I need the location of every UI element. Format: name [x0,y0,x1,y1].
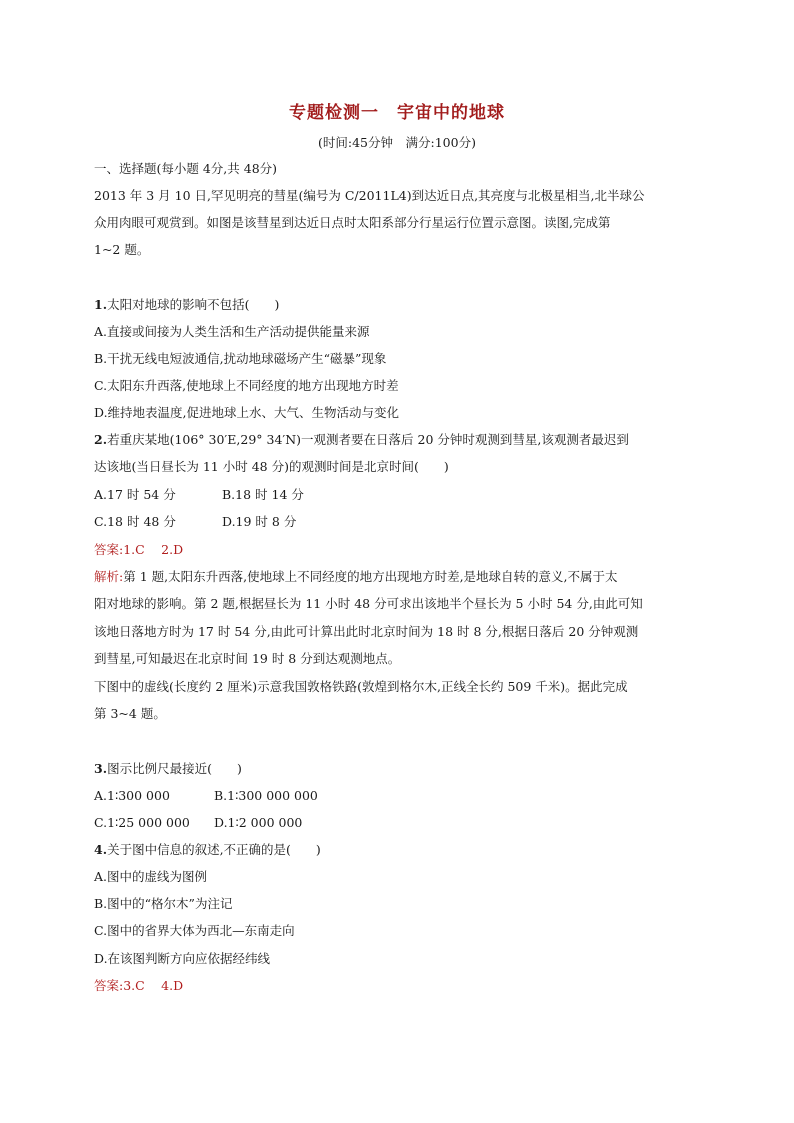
question-1-number: 1. [94,297,108,312]
q2-option-b: B.18 时 14 分 [222,487,304,502]
analysis-line-4: 到彗星,可知最迟在北京时间 19 时 8 分到达观测地点。 [94,651,401,666]
question-1-text: 太阳对地球的影响不包括( ) [107,297,280,312]
question-4 [94,841,321,859]
intro1-line-3: 1~2 题。 [94,242,150,257]
intro1-line-1: 2013 年 3 月 10 日,罕见明亮的彗星(编号为 C/2011L4)到达近日点,其亮度与北极星相当,北半球公 [94,188,645,203]
q4-option-b: B.图中的“格尔木”为注记 [94,896,233,911]
exam-info: (时间:45分钟 满分:100分) [318,135,476,150]
intro2-line-2: 第 3~4 题。 [94,706,166,721]
analysis-line-3: 该地日落地方时为 17 时 54 分,由此可计算出此时北京时间为 18 时 8 分,根据日落后 20 分钟观测 [94,624,639,639]
intro1-line-2: 众用肉眼可观赏到。如图是该彗星到达近日点时太阳系部分行星运行位置示意图。读图,完成第 [94,215,611,230]
question-1 [94,296,279,314]
q2-options-row-2 [94,513,296,531]
q1-option-a: A.直接或间接为人类生活和生产活动提供能量来源 [94,324,370,339]
page-title: 专题检测一 宇宙中的地球 [289,103,505,123]
q3-options-row-1 [94,787,318,805]
analysis-line-2: 阳对地球的影响。第 2 题,根据昼长为 11 小时 48 分可求出该地半个昼长为 5 小时 54 分,由此可知 [94,596,643,611]
q1-option-b: B.干扰无线电短波通信,扰动地球磁场产生“磁暴”现象 [94,351,387,366]
q4-option-a: A.图中的虚线为图例 [94,869,208,884]
question-3 [94,760,242,778]
answer-label: 答案: [94,978,124,993]
intro2-line-1: 下图中的虚线(长度约 2 厘米)示意我国敦格铁路(敦煌到格尔木,正线全长约 509 千米)。据此完成 [94,679,628,694]
q4-option-d: D.在该图判断方向应依据经纬线 [94,951,271,966]
question-4-number: 4. [94,842,108,857]
q4-option-c: C.图中的省界大体为西北—东南走向 [94,923,295,938]
q2-options-row-1 [94,486,304,504]
answer-text: 3.C 4.D [123,978,184,993]
q3-options-row-2 [94,814,302,832]
q3-option-c: C.1∶25 000 000 [94,815,190,830]
answer-label: 答案: [94,542,124,557]
answer-text: 1.C 2.D [123,542,184,557]
question-2-number: 2. [94,432,108,447]
q2-option-a: A.17 时 54 分 [94,487,176,502]
question-2-text-line-1: 若重庆某地(106° 30′E,29° 34′N)一观测者要在日落后 20 分钟时观测到彗星,该观测者最迟到 [107,432,629,447]
q1-option-c: C.太阳东升西落,使地球上不同经度的地方出现地方时差 [94,378,399,393]
answer-3-4 [94,977,183,995]
answer-1-2 [94,541,183,559]
q1-option-d: D.维持地表温度,促进地球上水、大气、生物活动与变化 [94,405,400,420]
q2-option-d: D.19 时 8 分 [222,514,297,529]
q3-option-d: D.1∶2 000 000 [214,815,303,830]
question-3-text: 图示比例尺最接近( ) [107,761,242,776]
question-2-text-line-2: 达该地(当日昼长为 11 小时 48 分)的观测时间是北京时间( ) [94,459,449,474]
analysis-line-1 [94,568,618,586]
question-4-text: 关于图中信息的叙述,不正确的是( ) [107,842,321,857]
analysis-text-1: 第 1 题,太阳东升西落,使地球上不同经度的地方出现地方时差,是地球自转的意义,不属于太 [123,569,618,584]
analysis-label: 解析: [94,569,124,584]
question-3-number: 3. [94,761,108,776]
q3-option-b: B.1∶300 000 000 [214,788,318,803]
section-heading: 一、选择题(每小题 4分,共 48分) [94,161,278,176]
q2-option-c: C.18 时 48 分 [94,514,176,529]
question-2 [94,431,629,449]
q3-option-a: A.1∶300 000 [94,788,170,803]
